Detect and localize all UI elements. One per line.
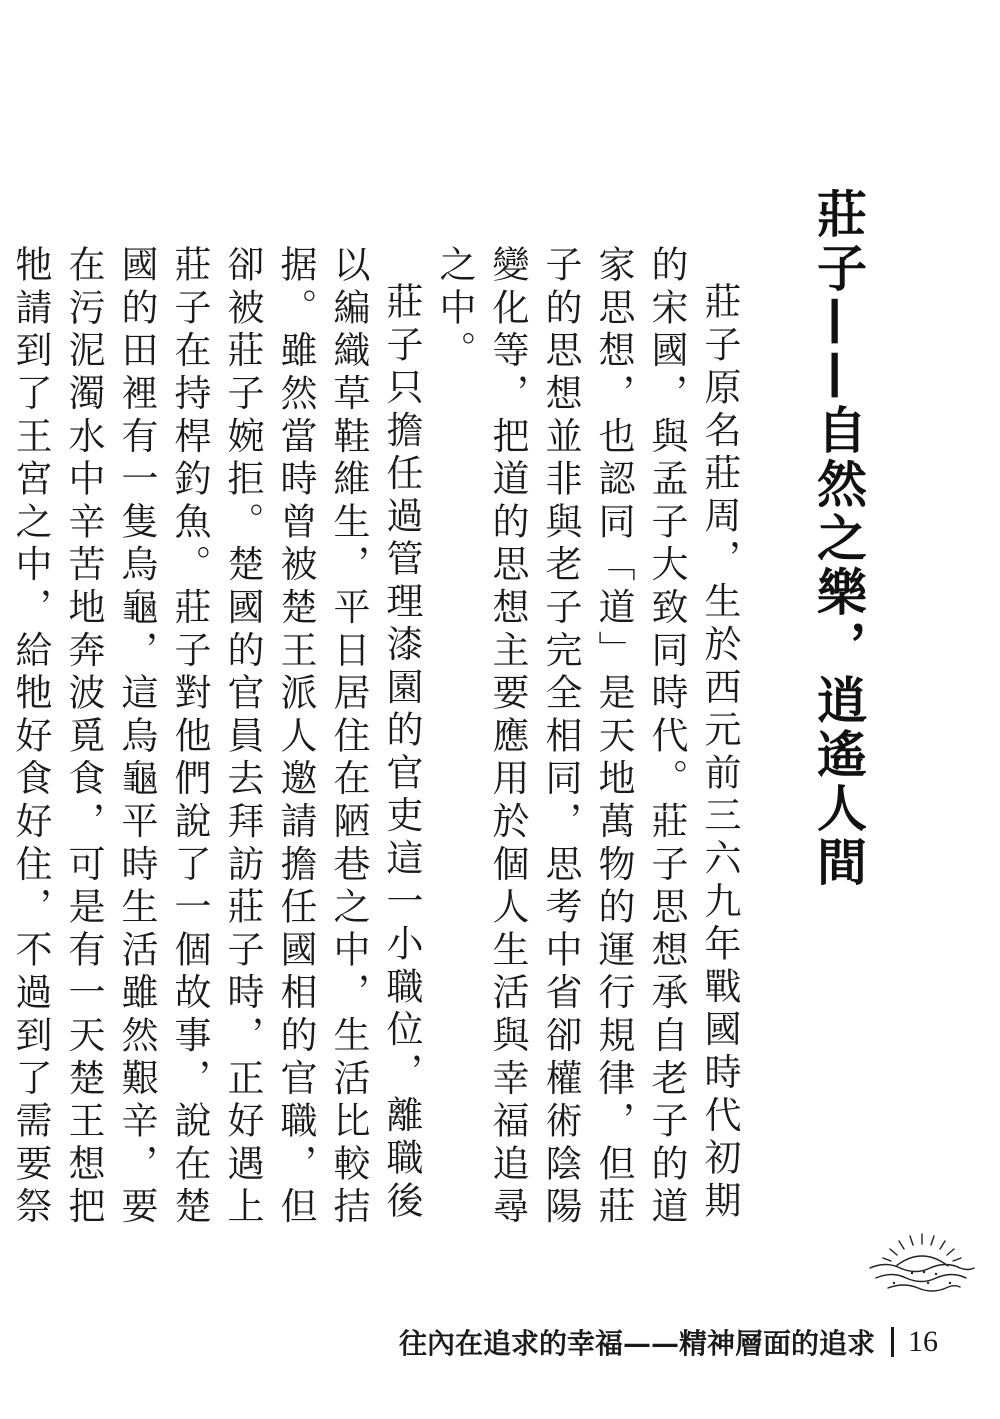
running-title: 往內在追求的幸福——精神層面的追求 <box>398 1327 875 1360</box>
paragraph-2: 莊子只擔任過管理漆園的官吏這一小職位，離職後以編織草鞋維生，平日居住在陋巷之中，生活比較拮据。雖然當時曾被楚王派人邀請擔任國相的官職，但卻被莊子婉拒。楚國的官員去拜訪莊子時，正好遇上莊子在持桿釣魚。莊子對他們說了一個故事，說在楚國的田裡有一隻烏龜，這烏龜平時生活雖然艱辛，要在污泥濁水中辛苦地奔波覓食，可是有一天楚王想把牠請到了王宮之中，給牠好食好住，不過到了需要祭 <box>9 245 423 1230</box>
body-text <box>9 245 746 1255</box>
footer-divider <box>891 1327 894 1357</box>
sunrise-wave-icon <box>866 1228 978 1296</box>
paragraph-1: 莊子原名莊周，生於西元前三六九年戰國時代初期的宋國，與孟子大致同時代。莊子思想承自老子的道家思想，也認同「道」是天地萬物的運行規律，但莊子的思想並非與老子完全相同，思考中省卻權術陰陽變化等，把道的思想主要應用於個人生活與幸福追尋之中。 <box>433 245 741 1230</box>
page-footer <box>399 1322 938 1362</box>
page-number: 16 <box>908 1325 938 1358</box>
chapter-title: 莊子——自然之樂，逍遙人間 <box>809 188 867 890</box>
